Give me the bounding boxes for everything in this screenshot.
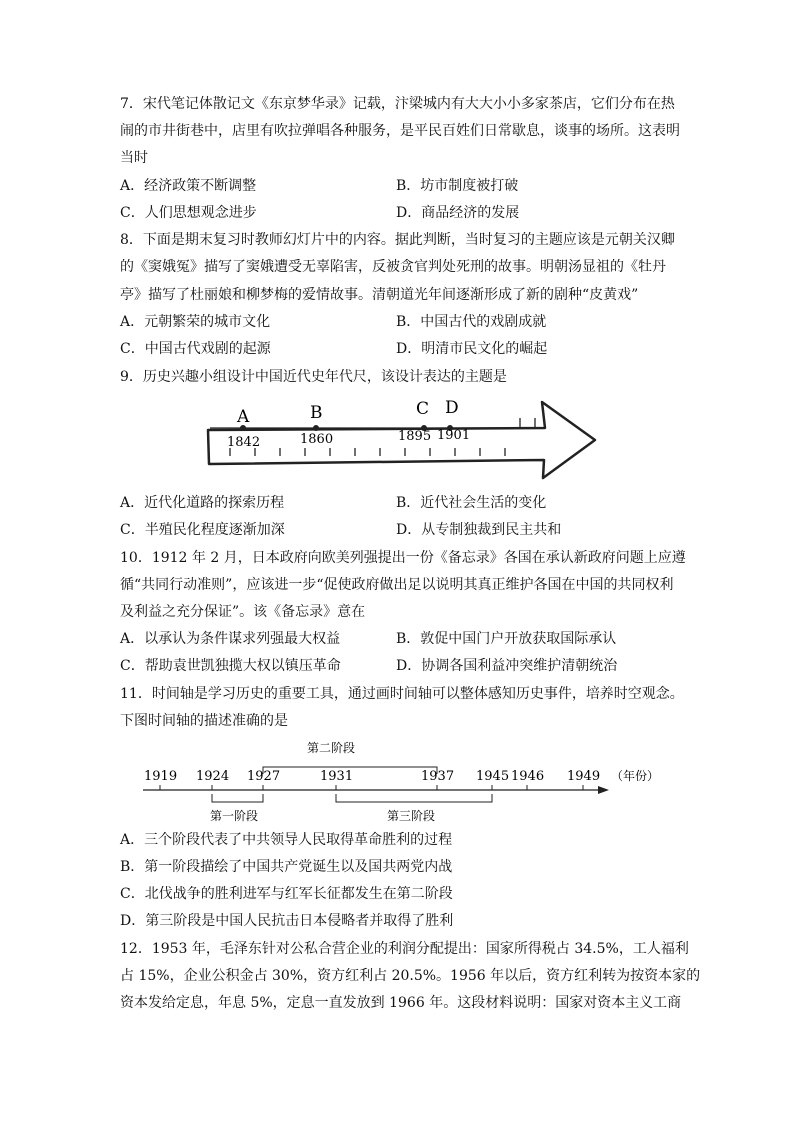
timeline-unit-label: （年份） — [611, 769, 660, 783]
ruler-year-1895: 1895 — [398, 429, 432, 444]
timeline-year-1919: 1919 — [144, 769, 178, 784]
q8-option-a: A．元朝繁荣的城市文化 — [120, 314, 271, 330]
timeline-year-1946: 1946 — [511, 769, 545, 784]
timeline-arrowhead — [598, 786, 609, 794]
timeline-year-1937: 1937 — [421, 769, 455, 784]
q9-option-c: C．半殖民化程度逐渐加深 — [120, 522, 285, 538]
q8-line-2: 的《窦娥冤》描写了窦娥遭受无辜陷害，反被贪官判处死刑的故事。明朝汤显祖的《牡丹 — [120, 259, 666, 275]
q7-option-a: A．经济政策不断调整 — [120, 178, 257, 194]
q10-line-1: 10．1912 年 2 月，日本政府向欧美列强提出一份《备忘录》各国在承认新政府问题上应遵 — [120, 550, 686, 566]
q11-option-d: D．第三阶段是中国人民抗击日本侵略者并取得了胜利 — [120, 913, 454, 929]
q9-option-b: B．近代社会生活的变化 — [396, 495, 547, 511]
ruler-year-1842: 1842 — [227, 435, 261, 450]
q12-line-2: 占 15%，企业公积金占 30%，资方红利占 20.5%。1956 年以后，资方红利转为按资本家的 — [120, 968, 701, 984]
timeline-year-1924: 1924 — [196, 769, 230, 784]
q8-option-d: D．明清市民文化的崛起 — [396, 341, 548, 357]
q10-option-a: A．以承认为条件谋求列强最大权益 — [120, 631, 341, 647]
q10-option-b: B．敦促中国门户开放获取国际承认 — [396, 631, 617, 647]
q11-option-b: B．第一阶段描绘了中国共产党诞生以及国共两党内战 — [120, 859, 453, 875]
q8-option-b: B．中国古代的戏剧成就 — [396, 314, 547, 330]
q9-option-a: A．近代化道路的探索历程 — [120, 495, 285, 511]
stage1-label: 第一阶段 — [210, 809, 259, 823]
stage3-label: 第三阶段 — [387, 809, 436, 823]
q10-line-2: 循“共同行动准则”，应该进一步“促使政府做出足以说明其真正维护各国在中国的共同权利 — [120, 577, 674, 593]
q12-line-1: 12．1953 年，毛泽东针对公私合营企业的利润分配提出：国家所得税占 34.5%，工人福利 — [120, 941, 689, 957]
timeline-year-1931: 1931 — [320, 769, 354, 784]
q8-line-3: 亭》描写了杜丽娘和柳梦梅的爱情故事。清朝道光年间逐渐形成了新的剧种“皮黄戏” — [120, 287, 639, 303]
q7-line-3: 当时 — [120, 150, 148, 166]
ruler-letter-d: D — [445, 398, 459, 418]
q9-era-ruler — [200, 396, 605, 486]
q7-line-1: 7．宋代笔记体散记文《东京梦华录》记载，汴梁城内有大大小小多家茶店，它们分布在热 — [120, 96, 675, 112]
q10-option-c: C．帮助袁世凯独揽大权以镇压革命 — [120, 658, 341, 674]
q7-option-c: C．人们思想观念进步 — [120, 205, 257, 221]
timeline-ticks — [160, 785, 583, 790]
q12-line-3: 资本发给定息，年息 5%，定息一直发放到 1966 年。这段材料说明：国家对资本主义工商 — [120, 995, 682, 1011]
ruler-letter-c: C — [416, 399, 430, 419]
ruler-letter-b: B — [310, 403, 323, 423]
q11-option-a: A．三个阶段代表了中共领导人民取得革命胜利的过程 — [120, 832, 453, 848]
q11-line-2: 下图时间轴的描述准确的是 — [120, 713, 288, 729]
q11-option-c: C．北伐战争的胜利进军与红军长征都发生在第二阶段 — [120, 886, 453, 902]
q11-timeline — [135, 730, 675, 830]
q10-option-d: D．协调各国利益冲突维护清朝统治 — [396, 658, 618, 674]
ruler-point-b — [313, 425, 319, 431]
stage1-bracket — [212, 794, 263, 802]
q8-line-1: 8．下面是期末复习时教师幻灯片中的内容。据此判断，当时复习的主题应该是元朝关汉卿 — [120, 232, 675, 248]
ruler-year-1901: 1901 — [437, 428, 471, 443]
q7-option-d: D．商品经济的发展 — [396, 205, 520, 221]
q10-line-3: 及利益之充分保证”。该《备忘录》意在 — [120, 604, 366, 620]
ruler-year-1860: 1860 — [300, 432, 334, 447]
q7-option-b: B．坊市制度被打破 — [396, 178, 519, 194]
q9-option-d: D．从专制独裁到民主共和 — [396, 522, 562, 538]
timeline-year-1949: 1949 — [567, 769, 601, 784]
stage3-bracket — [336, 794, 492, 802]
q11-line-1: 11．时间轴是学习历史的重要工具，通过画时间轴可以整体感知历史事件，培养时空观念。 — [120, 686, 684, 702]
stage2-label: 第二阶段 — [307, 741, 356, 755]
timeline-year-1927: 1927 — [247, 769, 281, 784]
q9-line-1: 9．历史兴趣小组设计中国近代史年代尺，该设计表达的主题是 — [120, 369, 507, 385]
ruler-letter-a: A — [237, 407, 250, 427]
q7-line-2: 闹的市井街巷中，店里有吹拉弹唱各种服务，是平民百姓们日常歇息，谈事的场所。这表明 — [120, 123, 680, 139]
timeline-year-1945: 1945 — [476, 769, 510, 784]
q8-option-c: C．中国古代戏剧的起源 — [120, 341, 271, 357]
